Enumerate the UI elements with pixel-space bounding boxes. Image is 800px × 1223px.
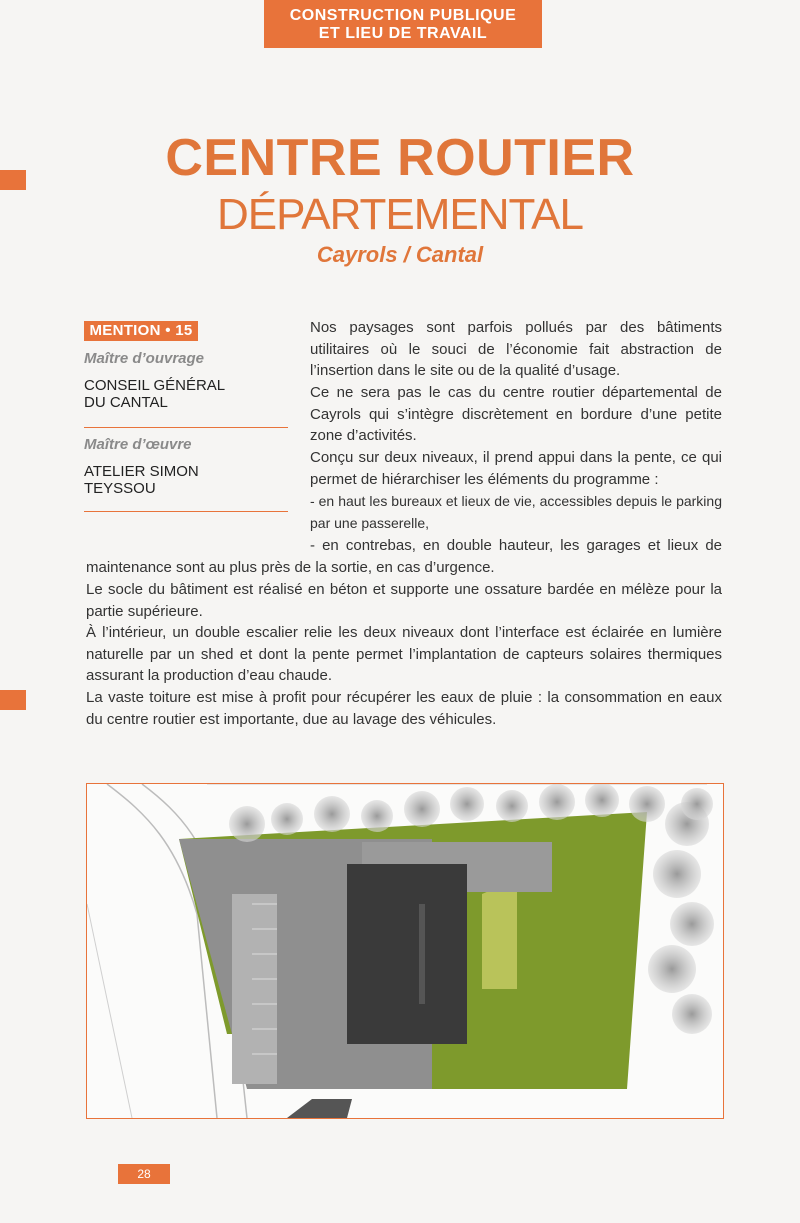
road-line: [107, 784, 217, 1118]
sidebar-divider: [84, 511, 288, 512]
maitre-oeuvre-line-1: ATELIER SIMON: [84, 463, 199, 480]
building-roof: [347, 864, 467, 1044]
maitre-ouvrage-line-1: CONSEIL GÉNÉRAL: [84, 377, 226, 394]
maitre-oeuvre-line-2: TEYSSOU: [84, 480, 156, 497]
body-paragraph-7: À l’intérieur, un double escalier relie les deux niveaux dont l’interface est éclairée en lumière naturelle par un shed et dont la pente permet l’implantation de capteurs solaires thermiques assurant la production d’eau chaude.: [86, 624, 722, 684]
page-subtitle: DÉPARTEMENTAL: [217, 190, 583, 239]
site-plan-drawing: [87, 784, 723, 1118]
mention-badge: MENTION • 15: [84, 321, 198, 341]
category-line-2: ET LIEU DE TRAVAIL: [318, 25, 488, 42]
body-paragraph-1: Nos paysages sont parfois pollués par des bâtiments utilitaires où le souci de l’économie fait abstraction de l’insertion dans le site ou de la qualité d’usage.: [310, 319, 722, 379]
body-paragraph-6: Le socle du bâtiment est réalisé en béton et supporte une ossature bardée en mélèze pour la partie supérieure.: [86, 581, 722, 620]
page-number: 28: [118, 1164, 170, 1184]
body-paragraph-8: La vaste toiture est mise à profit pour récupérer les eaux de pluie : la consommation en eaux du centre routier est importante, due au lavage des véhicules.: [86, 689, 722, 728]
parking-bays: [232, 894, 277, 1084]
sidebar-divider: [84, 427, 288, 428]
body-paragraph-2: Ce ne sera pas le cas du centre routier départemental de Cayrols qui s’intègre discrètement en bordure d’une petite zone d’activités.: [310, 384, 722, 444]
location-label: Cayrols / Cantal: [316, 242, 484, 267]
page-title: CENTRE ROUTIER: [165, 129, 635, 187]
roof-shed: [419, 904, 425, 1004]
body-paragraph-4: - en haut les bureaux et lieux de vie, accessibles depuis le parking par une passerelle,: [310, 493, 722, 531]
body-paragraph-3: Conçu sur deux niveaux, il prend appui dans la pente, ce qui permet de hiérarchiser les éléments du programme :: [310, 449, 722, 488]
category-line-1: CONSTRUCTION PUBLIQUE: [289, 7, 517, 24]
grass-area: [482, 879, 517, 989]
body-paragraph-5a: - en contrebas, en double hauteur, les garages et lieux de: [310, 537, 722, 554]
annex-structure: [287, 1099, 352, 1118]
category-banner: [264, 0, 542, 48]
site-plan-image: [86, 783, 724, 1119]
body-paragraph-5b: maintenance sont au plus près de la sortie, en cas d’urgence.: [86, 559, 495, 576]
maitre-ouvrage-line-2: DU CANTAL: [84, 394, 168, 411]
maitre-oeuvre-value: [84, 463, 199, 497]
maitre-oeuvre-label: Maître d’œuvre: [84, 436, 192, 453]
maitre-ouvrage-value: [84, 377, 225, 411]
maitre-ouvrage-label: Maître d’ouvrage: [84, 350, 205, 367]
side-tab-marker: [0, 690, 26, 710]
road-line: [87, 904, 132, 1118]
